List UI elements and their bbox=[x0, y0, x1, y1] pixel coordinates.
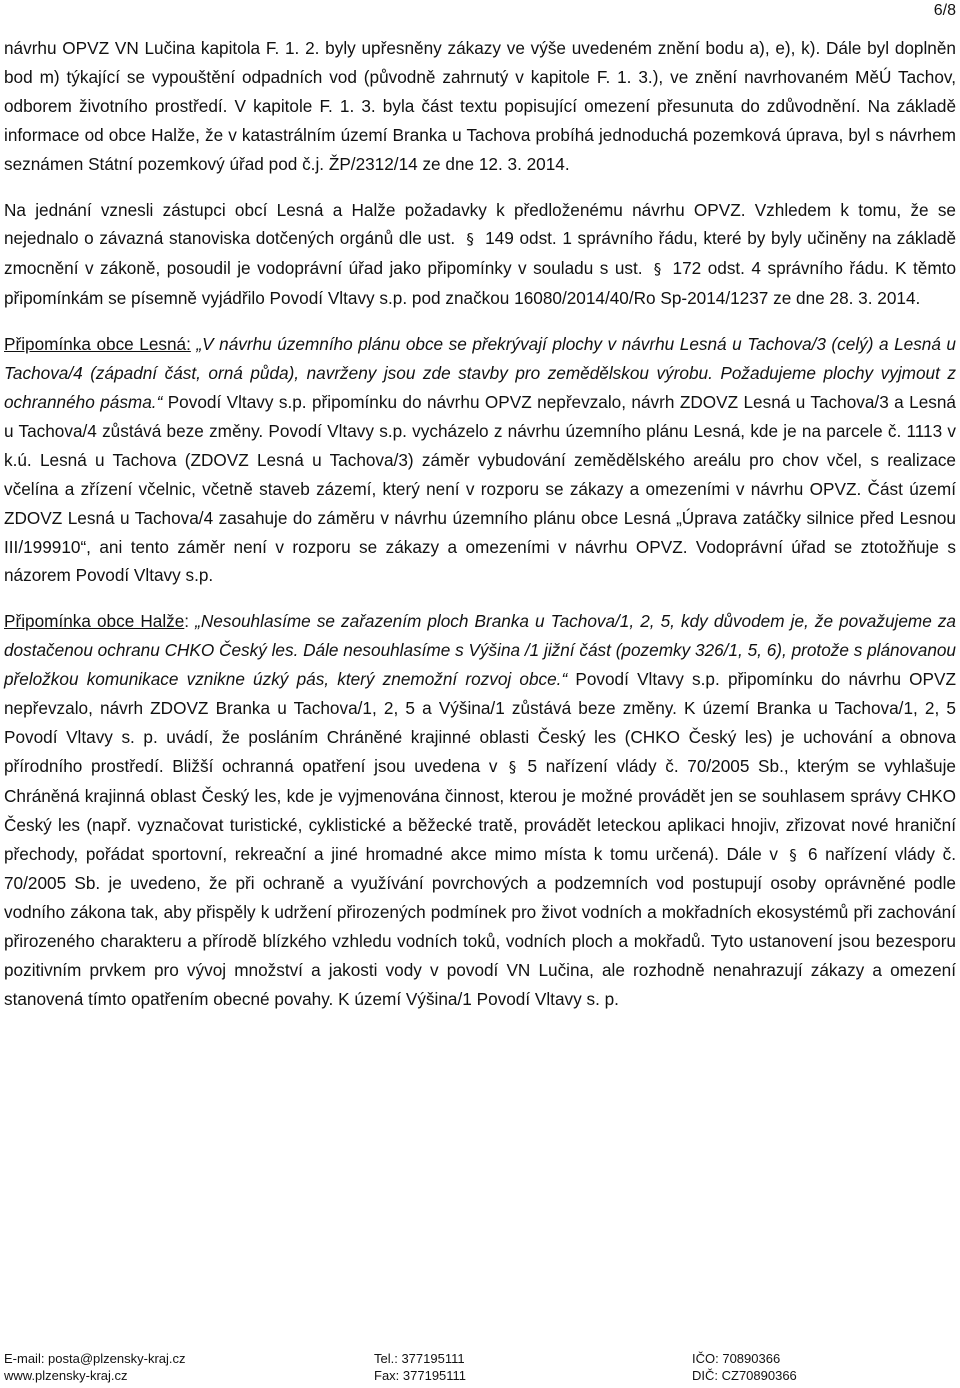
paragraph-meeting bbox=[4, 196, 956, 314]
comment-quote-halze: „Nesouhlasíme se zařazením ploch Branka u Tachova/1, 2, 5, kdy důvodem je, že považujeme za dostačenou ochranu CHKO Český les. Dále nesouhlasíme s Výšina /1 jižní část (pozemky 326/1, 5, 6), protože s plánovanou přeložkou komunikace vznikne úzký pás, který znemožní rozvoj obce.“ bbox=[4, 611, 956, 690]
paragraph-lesna bbox=[4, 330, 956, 590]
paragraph-text: 6 nařízení vlády č. 70/2005 Sb. je uvedeno, že při ochraně a využívání povrchových a podzemních vod postupují osoby oprávněné podle vodního zákona tak, aby přispěly k udržení přirozených podmínek pro život vodních a mokřadních ekosystémů při zachování přirozeného charakteru a přírodě blízkého vzhledu vodních toků, vodních ploch a mokřadů. Tyto ustanovení jsou bezesporu pozitivním prvkem pro vývoj množství a jakosti vody v povodí VN Lučina, ale rozhodně nenahrazují zákazy a omezení stanovená tímto opatřením obecné povahy. K území Výšina/1 Povodí Vltavy s. p. bbox=[4, 843, 957, 1010]
footer-dic: DIČ: CZ70890366 bbox=[692, 1368, 797, 1383]
section-sign: § bbox=[508, 757, 517, 776]
section-sign: § bbox=[466, 230, 474, 249]
paragraph-amendments bbox=[4, 34, 956, 179]
paragraph-text: 5 nařízení vlády č. 70/2005 Sb., kterým se vyhlašuje Chráněná krajinná oblast Český les, kde je vyjmenována činnost, kterou je možné provádět jen se souhlasem správy CHKO Český les (např. vyznačovat turistické, cyklistické a běžecké tratě, provádět leteckou aplikaci hnojiv, zřizovat nové hraniční přechody, pořádat sportovní, rekreační a jiné hromadné akce mimo místa k tomu určená). Dále v bbox=[4, 755, 956, 864]
footer-email[interactable]: E-mail: posta@plzensky-kraj.cz bbox=[4, 1351, 186, 1366]
footer-website[interactable]: www.plzensky-kraj.cz bbox=[4, 1368, 128, 1383]
footer-ico: IČO: 70890366 bbox=[692, 1351, 781, 1366]
paragraph-text: návrhu OPVZ VN Lučina kapitola F. 1. 2. byly upřesněny zákazy ve výše uvedeném znění bodu a), e), k). Dále byl doplněn bod m) týkající se vypouštění odpadních vod (původně zahrnutý v kapitole F. 1. 3.), ve znění navrhovaném MěÚ Tachov, odborem životního prostředí. V kapitole F. 1. 3. byla část textu popisující omezení přesunuta do zdůvodnění. Na základě informace od obce Halže, že v katastrálním území Branka u Tachova probíhá jednoduchá pozemková úprava, byl s návrhem seznámen Státní pozemkový úřad pod č.j. ŽP/2312/14 ze dne 12. 3. 2014. bbox=[4, 38, 956, 174]
comment-label-halze: Připomínka obce Halže bbox=[4, 611, 185, 632]
document-body bbox=[4, 34, 956, 1014]
section-sign: § bbox=[653, 260, 662, 279]
page-footer bbox=[0, 1350, 960, 1388]
paragraph-halze bbox=[4, 607, 956, 1014]
footer-tel: Tel.: 377195111 bbox=[374, 1351, 465, 1366]
paragraph-text: Na jednání vznesli zástupci obcí Lesná a Halže požadavky k předloženému návrhu OPVZ. Vzhledem k tomu, že se nejednalo o závazná stanoviska dotčených orgánů dle ust. bbox=[4, 199, 956, 249]
footer-phone bbox=[374, 1350, 466, 1384]
page-number: 6/8 bbox=[933, 2, 956, 19]
label-colon: : bbox=[184, 611, 196, 632]
paragraph-text: Povodí Vltavy s.p. připomínku do návrhu OPVZ nepřevzalo, návrh ZDOVZ Lesná u Tachova/3 a Lesná u Tachova/4 zůstává beze změny. Povodí Vltavy s.p. vycházelo z návrhu územního plánu Lesná, kde je na parcele č. 1113 v k.ú. Lesná u Tachova (ZDOVZ Lesná u Tachova/3) záměr vybudování zemědělského areálu pro chov včel, s realizace včelína a zřízení včelnic, včetně staveb zázemí, který není v rozporu se zákazy a omezeními v návrhu OPVZ. Část území ZDOVZ Lesná u Tachova/4 zasahuje do záměru v návrhu územního plánu obce Lesná „Úprava zatáčky silnice před Lesnou III/199910“, ani tento záměr není v rozporu se zákazy a omezeními v návrhu OPVZ. Vodoprávní úřad se ztotožňuje s názorem Povodí Vltavy s.p. bbox=[4, 391, 956, 586]
comment-quote-lesna: „V návrhu územního plánu obce se překrývají plochy v návrhu Lesná u Tachova/3 (celý) a Lesná u Tachova/4 (západní část, orná půda), navrženy jsou zde stavby pro zemědělskou výrobu. Požadujeme plochy vyjmout z ochranného pásma.“ bbox=[4, 334, 956, 412]
footer-contact-web bbox=[4, 1350, 186, 1384]
paragraph-text: 149 odst. 1 správního řádu, které by byly učiněny na základě zmocnění v zákoně, posoudil je vodoprávní úřad jako připomínky v souladu s ust. bbox=[4, 228, 957, 279]
paragraph-text: 172 odst. 4 správního řádu. K těmto připomínkám se písemně vyjádřilo Povodí Vltavy s.p. pod značkou 16080/2014/40/Ro Sp-2014/1237 ze dne 28. 3. 2014. bbox=[4, 258, 956, 309]
footer-ids bbox=[692, 1350, 797, 1384]
footer-fax: Fax: 377195111 bbox=[374, 1368, 467, 1383]
section-sign: § bbox=[789, 845, 797, 864]
comment-label-lesna: Připomínka obce Lesná: bbox=[4, 334, 191, 355]
paragraph-text: Povodí Vltavy s.p. připomínku do návrhu OPVZ nepřevzalo, návrh ZDOVZ Branka u Tachova/1, 2, 5 a Výšina/1 zůstává beze změny. K území Branka u Tachova/1, 2, 5 Povodí Vltavy s. p. uvádí, že posláním Chráněné krajinné oblasti Český les (CHKO Český les) je uchování a obnova přírodního prostředí. Bližší ochranná opatření jsou uvedena v bbox=[4, 669, 956, 776]
